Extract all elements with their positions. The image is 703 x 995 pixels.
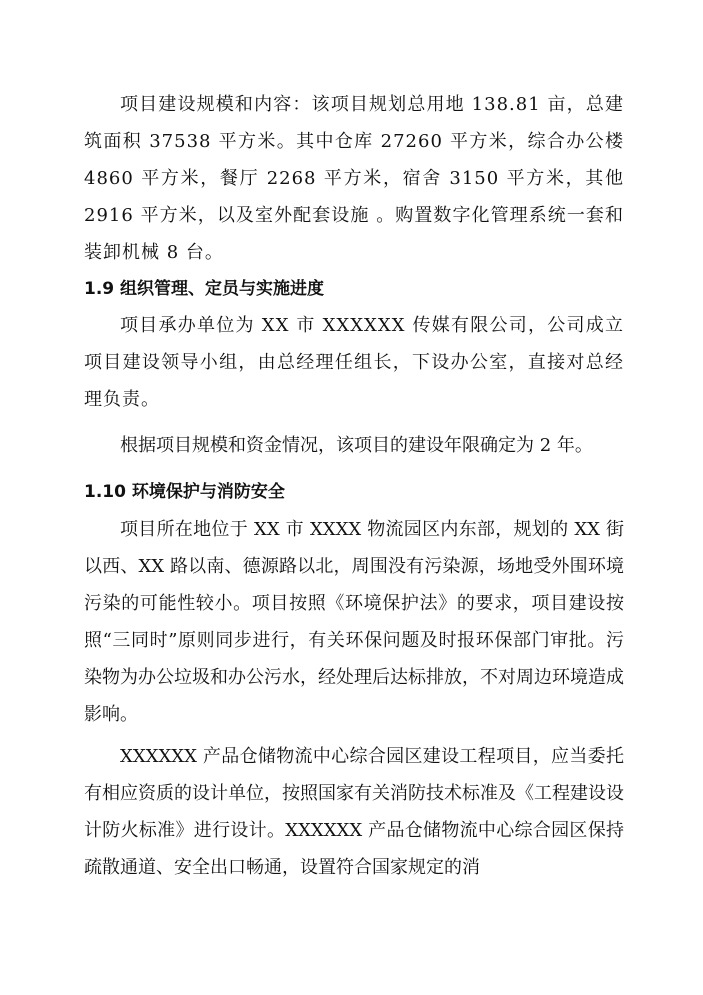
paragraph-environment: 项目所在地位于 XX 市 XXXX 物流园区内东部，规划的 XX 街以西、XX 路以南、德源路以北，周围没有污染源，场地受外围环境污染的可能性较小。项目按照《环境保护法》的要求，项目建设按照“三同时”原则同步进行，有关环保问题及时报环保部门审批。污染物为办公垃圾和办公污水，经处理后达标排放，不对周边环境造成影响。: [84, 519, 624, 725]
paragraph-organization: 项目承办单位为 XX 市 XXXXXX 传媒有限公司，公司成立项目建设领导小组，由总经理任组长，下设办公室，直接对总经理负责。: [84, 315, 624, 410]
paragraph-construction-period: 根据项目规模和资金情况，该项目的建设年限确定为 2 年。: [120, 435, 593, 456]
section-heading-1-10: 1.10 环境保护与消防安全: [84, 482, 285, 502]
paragraph-fire-safety: XXXXXX 产品仓储物流中心综合园区建设工程项目，应当委托有相应资质的设计单位，按照国家有关消防技术标准及《工程建设设计防火标准》进行设计。XXXXXX 产品仓储物流中心综合园区保持疏散通道、安全出口畅通，设置符合国家规定的消: [84, 746, 624, 878]
paragraph-construction-scale: 项目建设规模和内容：该项目规划总用地 138.81 亩，总建筑面积 37538 平方米。其中仓库 27260 平方米，综合办公楼 4860 平方米，餐厅 2268 平方米，宿舍 3150 平方米，其他 2916 平方米，以及室外配套设施 。购置数字化管理系统一套和装卸机械 8 台。: [84, 94, 624, 263]
section-heading-1-9: 1.9 组织管理、定员与实施进度: [84, 279, 325, 299]
